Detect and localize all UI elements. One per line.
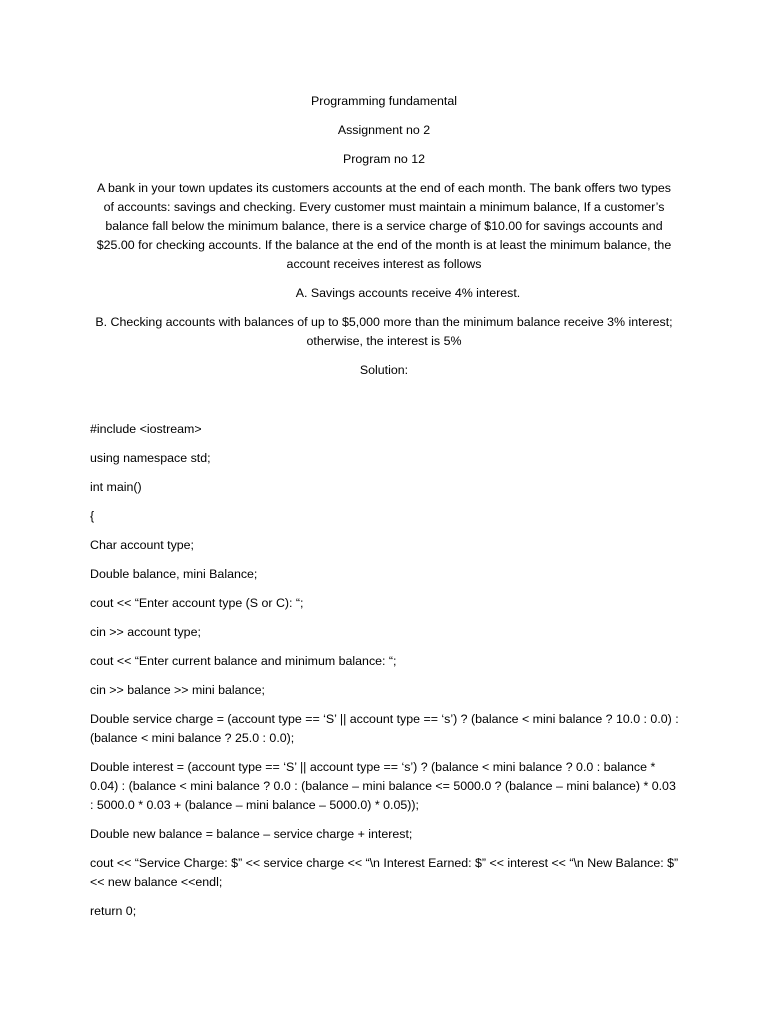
problem-item-b: B. Checking accounts with balances of up to $5,000 more than the minimum balance receive 3% interest; otherwise, the interest is 5% — [95, 315, 673, 348]
document-title: Programming fundamental — [310, 94, 457, 108]
code-line: cout << “Enter account type (S or C): “; — [90, 596, 304, 610]
code-line: Double service charge = (account type == ‘S’ || account type == ‘s’) ? (balance < mini balance ? 10.0 : 0.0) : (balance < mini balance ? 25.0 : 0.0); — [90, 712, 679, 745]
code-line: cout << “Service Charge: $” << service charge << “\n Interest Earned: $” << interest << “\n New Balance: $” << new balance <<endl; — [90, 856, 679, 889]
code-line: Double interest = (account type == ‘S’ || account type == ‘s’) ? (balance < mini balance ? 0.0 : balance * 0.04) : (balance < mini balance ? 0.0 : (balance – mini balance <= 5000.0 ? (balance – mini balance) * 0.03 : 5000.0 * 0.03 + (balance – mini balance – 5000.0) * 0.05)); — [90, 760, 676, 812]
code-line: return 0; — [90, 904, 137, 918]
code-line: Double balance, mini Balance; — [90, 567, 258, 581]
code-line: { — [90, 509, 95, 523]
code-line: Double new balance = balance – service charge + interest; — [90, 827, 413, 841]
code-line: cin >> account type; — [90, 625, 201, 639]
code-line: cin >> balance >> mini balance; — [90, 683, 265, 697]
problem-item-a: A. Savings accounts receive 4% interest. — [295, 286, 521, 300]
solution-label: Solution: — [359, 363, 409, 377]
code-line: cout << “Enter current balance and minimum balance: “; — [90, 654, 397, 668]
code-line: #include <iostream> — [90, 422, 202, 436]
problem-paragraph: A bank in your town updates its customers accounts at the end of each month. The bank offers two types of accounts: savings and checking. Every customer must maintain a minimum balance, If a customer’s balance fall below the minimum balance, there is a service charge of $10.00 for savings accounts and $25.00 for checking accounts. If the balance at the end of the month is at least the minimum balance, the account receives interest as follows — [96, 181, 672, 271]
code-line: using namespace std; — [90, 451, 211, 465]
code-line: int main() — [90, 480, 142, 494]
assignment-number: Assignment no 2 — [337, 123, 431, 137]
program-number: Program no 12 — [343, 152, 425, 166]
code-line: Char account type; — [90, 538, 195, 552]
